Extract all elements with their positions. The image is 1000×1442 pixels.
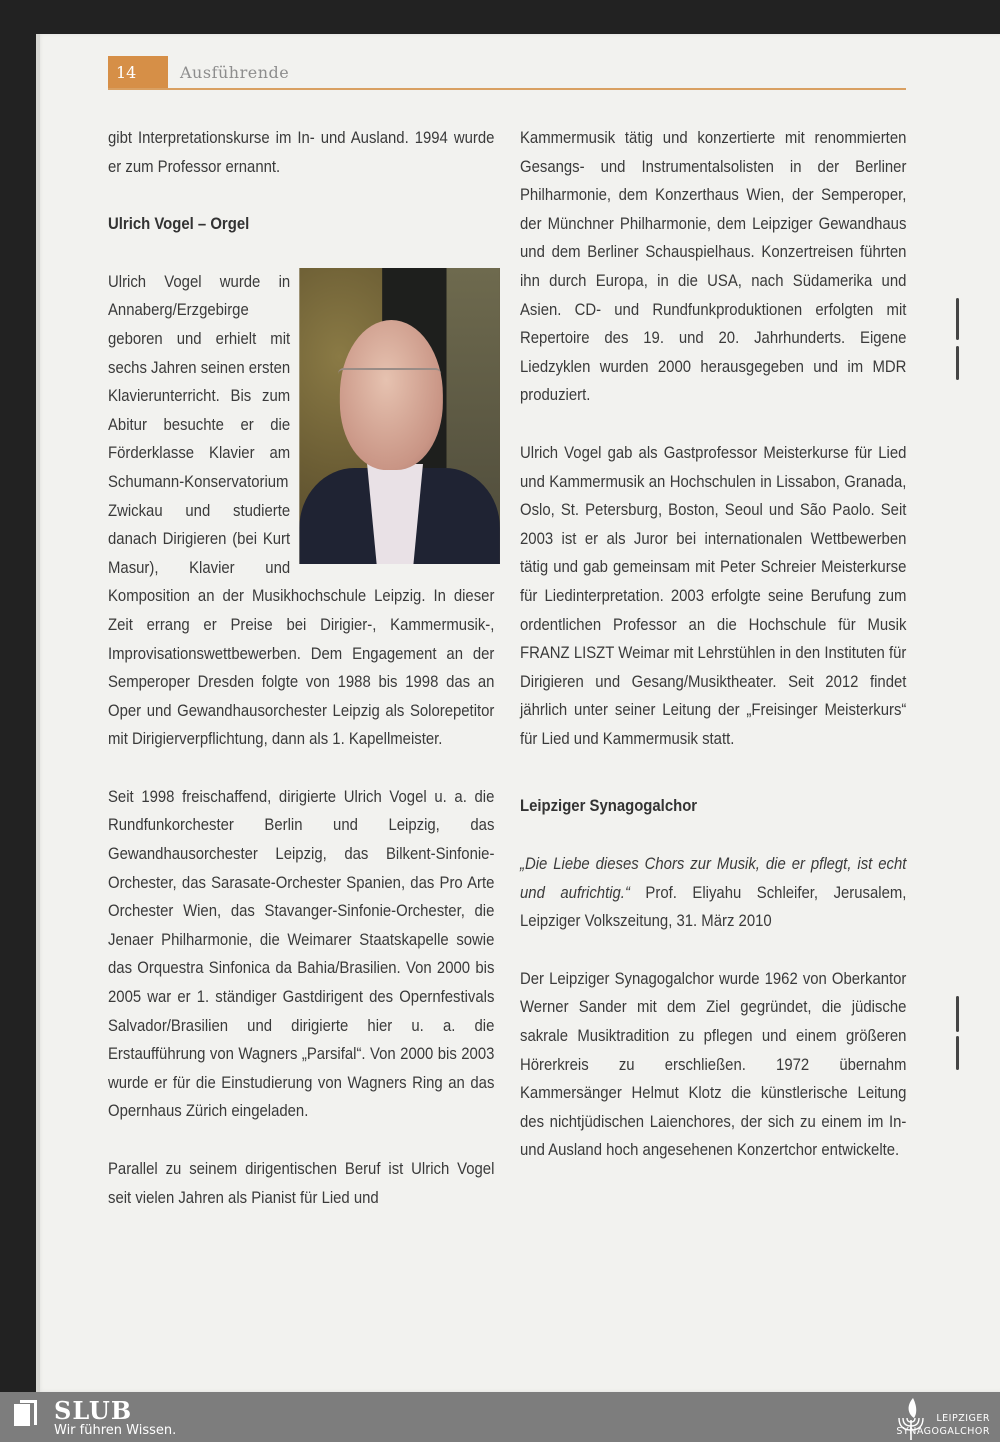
left-column	[108, 124, 494, 1241]
slub-logo-text[interactable]: SLUB	[54, 1396, 133, 1425]
slub-tagline: Wir führen Wissen.	[54, 1423, 177, 1438]
page-number: 14	[108, 56, 168, 88]
binding-staple-3	[956, 996, 959, 1032]
binding-staple-1	[956, 298, 959, 340]
heading-synagogalchor: Leipziger Synagogalchor	[520, 797, 698, 816]
page-edge	[36, 34, 40, 1392]
binding-staple-4	[956, 1036, 959, 1070]
heading-ulrich-vogel: Ulrich Vogel – Orgel	[108, 215, 250, 234]
quote-block	[520, 850, 906, 936]
quote-text: „Die Liebe dieses Chors zur Musik, die er pflegt, ist echt und aufrichtig.“	[520, 855, 907, 902]
bio-paragraph-3: Parallel zu seinem dirigentischen Beruf ist Ulrich Vogel seit vielen Jahren als Pianist für Lied und	[108, 1160, 495, 1207]
bio-paragraph-5: Ulrich Vogel gab als Gastprofessor Meisterkurse für Lied und Kammermusik an Hochschulen in Lissabon, Granada, Oslo, St. Petersburg, Boston, Seoul und São Paolo. Seit 2003 ist er als Juror bei internationalen Wettbewerben tätig und gab gemeinsam mit Peter Schreier Meisterkurse für Liedinterpretation. 2003 erfolgte seine Berufung zum ordentlichen Professor an die Hochschule für Musik FRANZ LISZT Weimar mit Lehrstühlen in den Instituten für Dirigieren und Gesang/Musiktheater. Seit 2012 findet jährlich unter seiner Leitung der „Freisinger Meisterkurs“ für Lied und Kammermusik statt.	[520, 443, 907, 748]
footer-bar	[0, 1392, 1000, 1442]
bio-paragraph-2: Seit 1998 freischaffend, dirigierte Ulrich Vogel u. a. die Rundfunkorchester Berlin und Leipzig, das Gewandhausorchester Leipzig, das Bilkent-Sinfonie-Orchester, das Sarasate-Orchester Spanien, das Pro Arte Orchester Wien, das Stavanger-Sinfonie-Orchester, die Jenaer Philharmonie, die Weimarer Staatskapelle sowie das Orquestra Sinfonica da Bahia/Brasilien. Von 2000 bis 2005 war er 1. ständiger Gastdirigent des Opernfestivals Salvador/Brasilien und dirigierte hier u. a. die Erstaufführung von Wagners „Parsifal“. Von 2000 bis 2003 wurde er für die Einstudierung von Wagners Ring an das Opernhaus Zürich eingeladen.	[108, 787, 495, 1121]
partner-line-1: LEIPZIGER	[936, 1413, 990, 1424]
page-header	[108, 56, 906, 90]
quote-attribution: Prof. Eliyahu Schleifer, Jerusalem, Leipziger Volkszeitung, 31. März 2010	[520, 883, 907, 931]
bio-paragraph-4: Kammermusik tätig und konzertierte mit renommierten Gesangs- und Instrumentalsolisten in der Berliner Philharmonie, dem Konzerthaus Wien, der Semperoper, der Münchner Philharmonie, dem Leipziger Gewandhaus und dem Berliner Schauspielhaus. Konzertreisen führten ihn durch Europa, in die USA, nach Südamerika und Asien. CD- und Rundfunkproduktionen erfolgten mit Repertoire des 19. und 20. Jahrhunderts. Eigene Liedzyklen wurden 2000 herausgegeben und im MDR produziert.	[520, 129, 907, 405]
portrait-photo	[299, 268, 500, 564]
bio-paragraph-1: Ulrich Vogel wurde in Annaberg/Erzgebirge geboren und erhielt mit sechs Jahren seinen ersten Klavierunterricht. Bis zum Abitur besuchte er die Förderklasse Klavier am Schumann-Konservatorium Zwickau und studierte danach Dirigieren (bei Kurt Masur), Klavier und Komposition an der Musikhochschule Leipzig. In dieser Zeit errang er Preise bei Dirigier-, Kammermusik-, Improvisationswettbewerben. Dem Engagement an der Semperoper Dresden folgte von 1988 bis 1998 das an Oper und Gewandhausorchester Leipzig als Solorepetitor mit Dirigierverpflichtung, dann als 1. Kapellmeister.	[108, 272, 495, 749]
section-title: Ausführende	[180, 63, 290, 82]
right-column	[520, 124, 906, 1194]
slub-book-icon	[14, 1400, 36, 1426]
partner-logo-text[interactable]	[896, 1412, 990, 1438]
intro-paragraph: gibt Interpretationskurse im In- und Ausland. 1994 wurde er zum Professor ernannt.	[108, 129, 495, 176]
binding-staple-2	[956, 346, 959, 380]
partner-line-2: SYNAGOGALCHOR	[896, 1426, 990, 1437]
choir-paragraph: Der Leipziger Synagogalchor wurde 1962 von Oberkantor Werner Sander mit dem Ziel gegründet, die jüdische sakrale Musiktradition zu pflegen und einem größeren Hörerkreis zu erschließen. 1972 übernahm Kammersänger Helmut Klotz die künstlerische Leitung des nichtjüdischen Laienchores, der sich zu einem im In- und Ausland hoch angesehenen Konzertchor entwickelte.	[520, 969, 907, 1160]
